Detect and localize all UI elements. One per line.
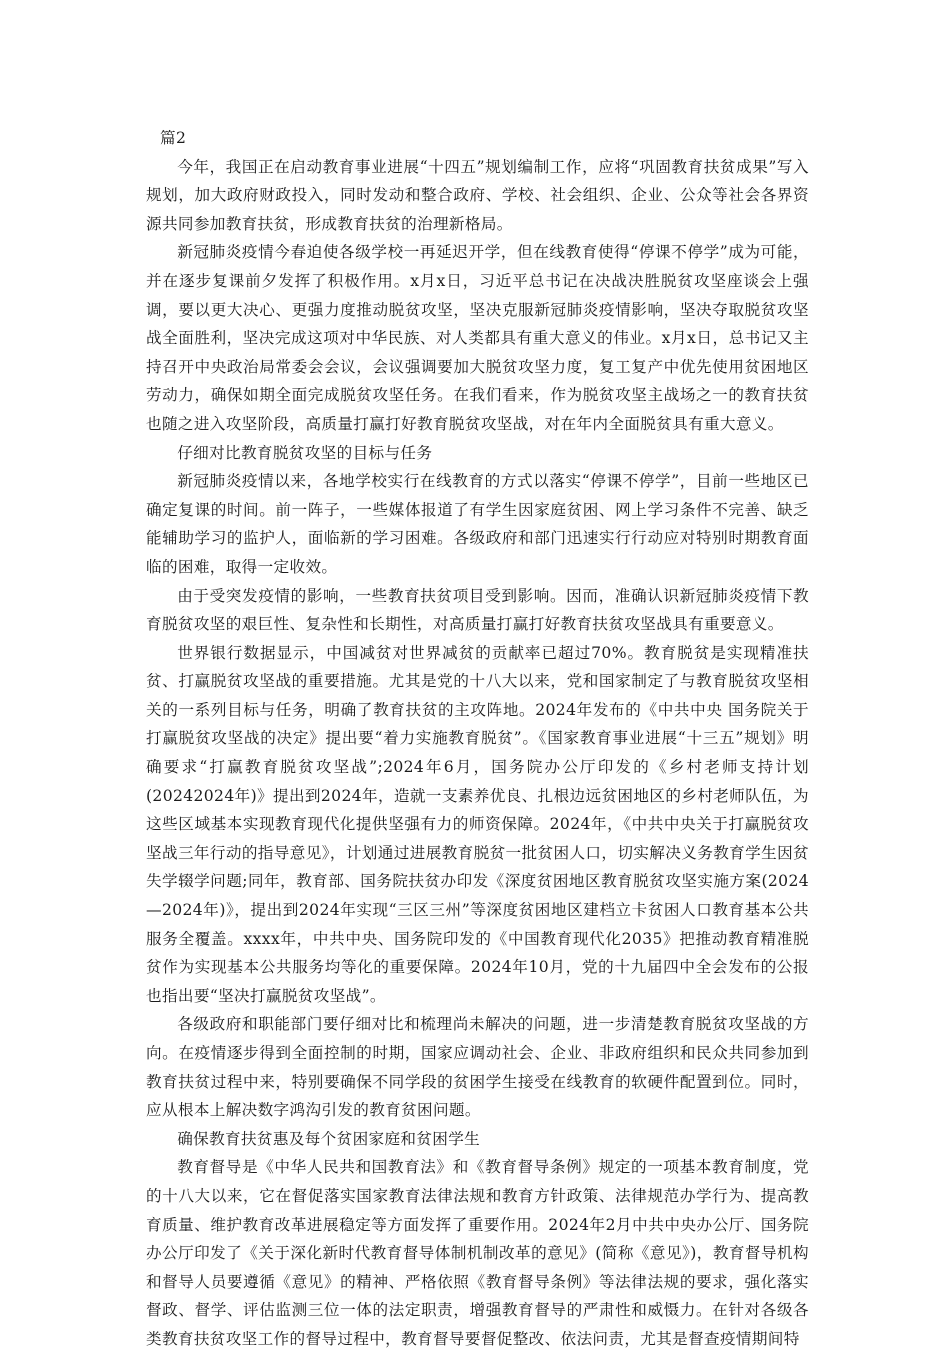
paragraph-7: 教育督导是《中华人民共和国教育法》和《教育督导条例》规定的一项基本教育制度，党的十八大以来，它在督促落实国家教育法律法规和教育方针政策、法律规范办学行为、提高教育质量、维护教育改革进展稳定等方面发挥了重要作用。2024年2月中共中央办公厅、国务院办公厅印发了《关于深化新时代教育督导体制机制改革的意见》(简称《意见》)，教育督导机构和督导人员要遵循《意见》的精神、严格依照《教育督导条例》等法律法规的要求，强化落实督政、督学、评估监测三位一体的法定职责，增强教育督导的严肃性和威慑力。在针对各级各类教育扶贫攻坚工作的督导过程中，教育督导要督促整改、依法问责，尤其是督查疫情期间特 bbox=[146, 1158, 809, 1348]
paragraph-3: 新冠肺炎疫情以来，各地学校实行在线教育的方式以落实“停课不停学”，目前一些地区已确定复课的时间。前一阵子，一些媒体报道了有学生因家庭贫困、网上学习条件不完善、缺乏能辅助学习的监护人，面临新的学习困难。各级政府和部门迅速实行行动应对特别时期教育面临的困难，取得一定收效。 bbox=[146, 472, 809, 576]
document-label: 篇2 bbox=[160, 129, 187, 147]
paragraph-5: 世界银行数据显示，中国减贫对世界减贫的贡献率已超过70%。教育脱贫是实现精准扶贫、打赢脱贫攻坚战的重要措施。尤其是党的十八大以来，党和国家制定了与教育脱贫攻坚相关的一系列目标与任务，明确了教育扶贫的主攻阵地。2024年发布的《中共中央 国务院关于打赢脱贫攻坚战的决定》提出要“着力实施教育脱贫”。《国家教育事业进展“十三五”规划》明确要求“打赢教育脱贫攻坚战”;2024年6月，国务院办公厅印发的《乡村老师支持计划(20242024年)》提出到2024年，造就一支素养优良、扎根边远贫困地区的乡村老师队伍，为这些区域基本实现教育现代化提供坚强有力的师资保障。2024年，《中共中央关于打赢脱贫攻坚战三年行动的指导意见》，计划通过进展教育脱贫一批贫困人口，切实解决义务教育学生因贫失学辍学问题;同年，教育部、国务院扶贫办印发《深度贫困地区教育脱贫攻坚实施方案(2024—2024年)》，提出到2024年实现“三区三州”等深度贫困地区建档立卡贫困人口教育基本公共服务全覆盖。xxxx年，中共中央、国务院印发的《中国教育现代化2035》把推动教育精准脱贫作为实现基本公共服务均等化的重要保障。2024年10月，党的十九届四中全会发布的公报也指出要“坚决打赢脱贫攻坚战”。 bbox=[146, 643, 809, 1005]
paragraph-2: 新冠肺炎疫情今春迫使各级学校一再延迟开学，但在线教育使得“停课不停学”成为可能，并在逐步复课前夕发挥了积极作用。x月x日，习近平总书记在决战决胜脱贫攻坚座谈会上强调，要以更大决心、更强力度推动脱贫攻坚，坚决克服新冠肺炎疫情影响，坚决夺取脱贫攻坚战全面胜利，坚决完成这项对中华民族、对人类都具有重大意义的伟业。x月x日，总书记又主持召开中央政治局常委会会议，会议强调要加大脱贫攻坚力度，复工复产中优先使用贫困地区劳动力，确保如期全面完成脱贫攻坚任务。在我们看来，作为脱贫攻坚主战场之一的教育扶贫也随之进入攻坚阶段，高质量打赢打好教育脱贫攻坚战，对在年内全面脱贫具有重大意义。 bbox=[146, 243, 809, 433]
paragraph-4: 由于受突发疫情的影响，一些教育扶贫项目受到影响。因而，准确认识新冠肺炎疫情下教育脱贫攻坚的艰巨性、复杂性和长期性，对高质量打赢打好教育扶贫攻坚战具有重要意义。 bbox=[146, 586, 809, 634]
section-heading-2: 确保教育扶贫惠及每个贫困家庭和贫困学生 bbox=[177, 1129, 481, 1148]
paragraph-6: 各级政府和职能部门要仔细对比和梳理尚未解决的问题，进一步清楚教育脱贫攻坚战的方向。在疫情逐步得到全面控制的时期，国家应调动社会、企业、非政府组织和民众共同参加到教育扶贫过程中来，特别要确保不同学段的贫困学生接受在线教育的软硬件配置到位。同时，应从根本上解决数字鸿沟引发的教育贫困问题。 bbox=[146, 1015, 809, 1120]
section-heading-1: 仔细对比教育脱贫攻坚的目标与任务 bbox=[177, 443, 433, 462]
document-page bbox=[146, 124, 809, 1354]
paragraph-1: 今年，我国正在启动教育事业进展“十四五”规划编制工作，应将“巩固教育扶贫成果”写入规划，加大政府财政投入，同时发动和整合政府、学校、社会组织、企业、公众等社会各界资源共同参加教育扶贫，形成教育扶贫的治理新格局。 bbox=[146, 157, 809, 233]
